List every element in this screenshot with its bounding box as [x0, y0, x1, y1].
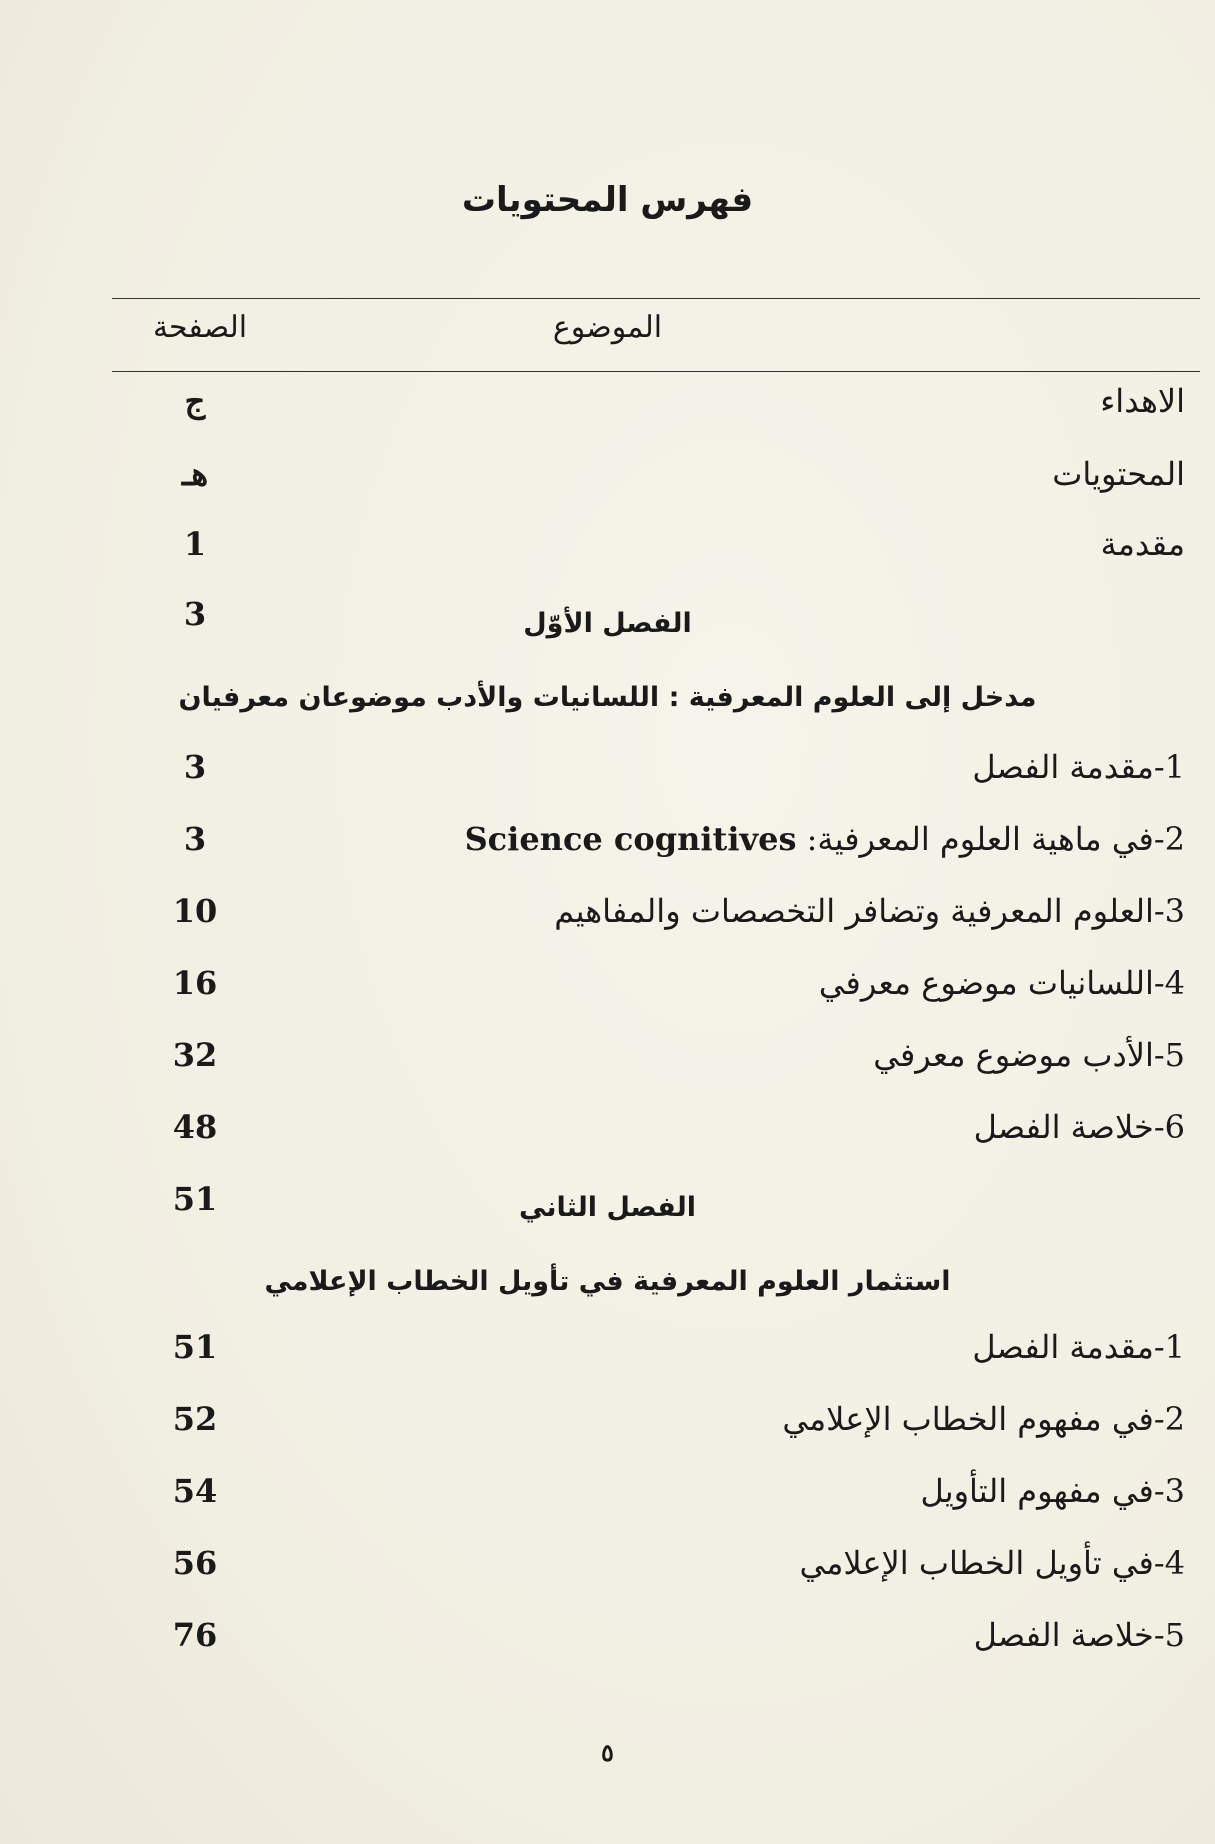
toc-row	[0, 1472, 1215, 1532]
chapter-1-page-row	[0, 595, 1215, 655]
toc-row	[0, 382, 1215, 442]
toc-page: هـ	[181, 455, 209, 493]
toc-label: 1-مقدمة الفصل	[972, 1328, 1185, 1366]
toc-page: 56	[172, 1544, 218, 1582]
toc-label: 2-في مفهوم الخطاب الإعلامي	[782, 1400, 1185, 1438]
column-header-page: الصفحة	[152, 310, 248, 345]
toc-page: 32	[172, 1036, 218, 1074]
toc-row	[0, 820, 1215, 880]
toc-page: 16	[172, 964, 218, 1002]
toc-page: 52	[172, 1400, 218, 1438]
header-top-rule	[112, 298, 1200, 299]
toc-row	[0, 748, 1215, 808]
toc-label: 4-في تأويل الخطاب الإعلامي	[799, 1544, 1185, 1582]
toc-page: 76	[172, 1616, 218, 1654]
toc-label: 4-اللسانيات موضوع معرفي	[818, 964, 1185, 1002]
chapter-2-subtitle: استثمار العلوم المعرفية في تأويل الخطاب الإعلامي	[264, 1266, 951, 1297]
toc-page: 3	[183, 748, 207, 786]
toc-label	[465, 820, 1185, 858]
chapter-2-heading: الفصل الثاني	[519, 1192, 696, 1223]
toc-label: 1-مقدمة الفصل	[972, 748, 1185, 786]
toc-page: 3	[183, 820, 207, 858]
toc-row	[0, 892, 1215, 952]
toc-page: 10	[172, 892, 218, 930]
toc-label: مقدمة	[1100, 525, 1185, 563]
column-header-topic: الموضوع	[552, 310, 663, 345]
toc-page: 51	[172, 1180, 218, 1218]
toc-row	[0, 964, 1215, 1024]
toc-page: 51	[172, 1328, 218, 1366]
toc-label: الاهداء	[1100, 382, 1185, 420]
toc-row	[0, 1400, 1215, 1460]
toc-row	[0, 1616, 1215, 1676]
toc-row	[0, 455, 1215, 515]
toc-label: 6-خلاصة الفصل	[973, 1108, 1185, 1146]
toc-page: 54	[172, 1472, 218, 1510]
toc-row	[0, 1108, 1215, 1168]
toc-page: 3	[183, 595, 207, 633]
toc-page: ج	[184, 382, 206, 420]
toc-row	[0, 1544, 1215, 1604]
chapter-1-heading: الفصل الأوّل	[523, 608, 692, 639]
toc-label: 5-خلاصة الفصل	[973, 1616, 1185, 1654]
toc-label: 5-الأدب موضوع معرفي	[873, 1036, 1185, 1074]
toc-label: 3-العلوم المعرفية وتضافر التخصصات والمفاهيم	[554, 892, 1185, 930]
toc-row	[0, 1328, 1215, 1388]
toc-label: 3-في مفهوم التأويل	[920, 1472, 1185, 1510]
toc-label-arabic: 2-في ماهية العلوم المعرفية:	[806, 820, 1185, 858]
toc-row	[0, 525, 1215, 585]
page-title: فهرس المحتويات	[461, 180, 754, 220]
toc-label-latin: Science cognitives	[464, 820, 797, 858]
toc-label: المحتويات	[1052, 455, 1185, 493]
page-number: ٥	[601, 1738, 614, 1767]
header-bottom-rule	[112, 371, 1200, 372]
toc-row	[0, 1036, 1215, 1096]
chapter-1-subtitle: مدخل إلى العلوم المعرفية : اللسانيات والأدب موضوعان معرفيان	[178, 682, 1037, 713]
toc-page: 48	[172, 1108, 218, 1146]
toc-page: 1	[183, 525, 207, 563]
